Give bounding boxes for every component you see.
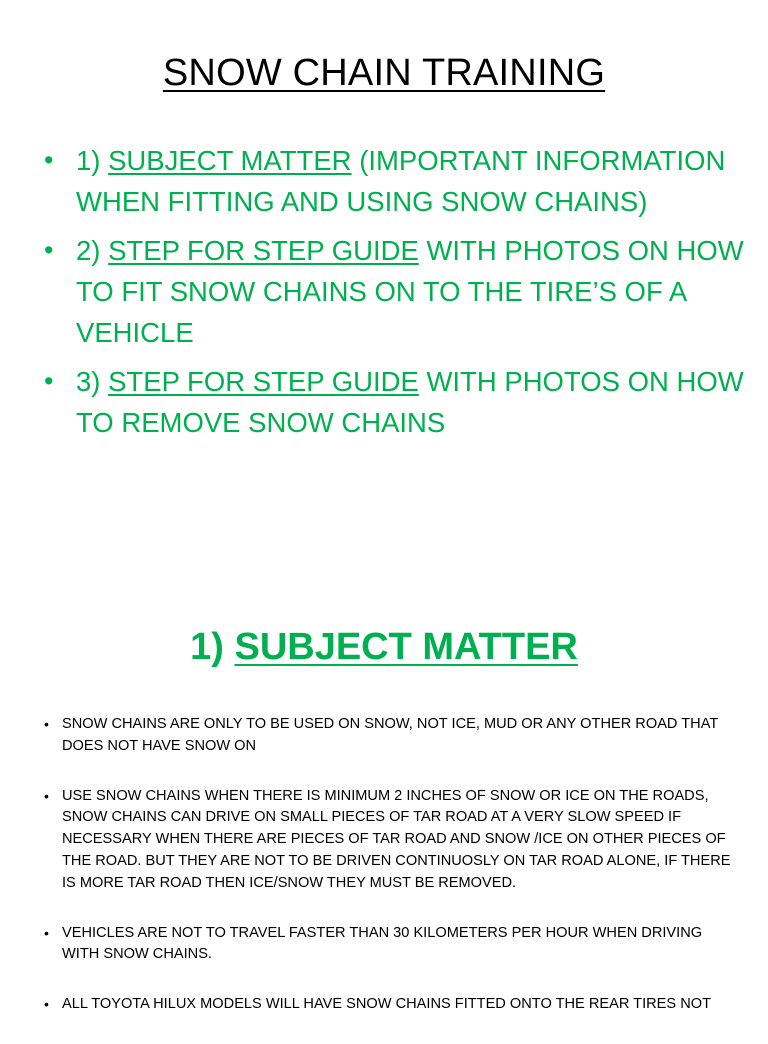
agenda-item-link[interactable]: STEP FOR STEP GUIDE [108, 366, 419, 397]
section-title-number: 1) [190, 626, 224, 668]
agenda-item-1 [44, 140, 744, 222]
list-item-text: USE SNOW CHAINS WHEN THERE IS MINIMUM 2 INCHES OF SNOW OR ICE ON THE ROADS, SNOW CHAINS CAN DRIVE ON SMALL PIECES OF TAR ROAD AT A VERY SLOW SPEED IF NECESSARY WHEN THERE ARE PIECES OF TAR ROAD AND SNOW /ICE ON OTHER PIECES OF THE ROAD. BUT THEY ARE NOT TO BE DRIVEN CONTINUOSLY ON TAR ROAD ALONE, IF THERE IS MORE TAR ROAD THEN ICE/SNOW THEY MUST BE REMOVED. [62, 787, 731, 891]
bullet-icon: • [44, 996, 49, 1013]
agenda-item-link[interactable]: SUBJECT MATTER [108, 145, 352, 176]
list-item [44, 994, 734, 1016]
agenda-item-number: 2) [76, 235, 101, 266]
list-item-text: VEHICLES ARE NOT TO TRAVEL FASTER THAN 30 KILOMETERS PER HOUR WHEN DRIVING WITH SNOW CHAINS. [62, 924, 703, 963]
page-title: SNOW CHAIN TRAINING [162, 52, 606, 94]
list-item [44, 714, 734, 758]
agenda-item-2 [44, 230, 744, 353]
bullet-icon: • [44, 787, 49, 804]
list-item [44, 786, 734, 895]
bullet-icon: • [44, 145, 54, 175]
list-item-text: SNOW CHAINS ARE ONLY TO BE USED ON SNOW, NOT ICE, MUD OR ANY OTHER ROAD THAT DOES NOT HAVE SNOW ON [62, 716, 719, 754]
agenda-item-text: WITH PHOTOS ON HOW TO FIT SNOW CHAINS ON TO THE TIRE’S OF A VEHICLE [76, 235, 744, 348]
agenda-list [44, 140, 744, 451]
agenda-item-number: 1) [76, 145, 101, 176]
bullet-icon: • [44, 235, 54, 265]
slide-2 [0, 590, 768, 1024]
section-title-text: SUBJECT MATTER [234, 626, 578, 668]
list-item [44, 923, 734, 967]
agenda-item-number: 3) [76, 366, 101, 397]
agenda-item-link[interactable]: STEP FOR STEP GUIDE [108, 235, 419, 266]
section-title [0, 626, 768, 669]
bullet-icon: • [44, 716, 49, 732]
agenda-item-3 [44, 361, 744, 443]
bullet-icon: • [44, 924, 49, 941]
list-item-text: ALL TOYOTA HILUX MODELS WILL HAVE SNOW CHAINS FITTED ONTO THE REAR TIRES NOT [62, 996, 711, 1013]
agenda-item-text: WITH PHOTOS ON HOW TO REMOVE SNOW CHAINS [76, 366, 744, 438]
bullet-icon: • [44, 366, 54, 396]
subject-matter-list [44, 714, 734, 1044]
agenda-item-text: (IMPORTANT INFORMATION WHEN FITTING AND USING SNOW CHAINS) [76, 145, 726, 217]
